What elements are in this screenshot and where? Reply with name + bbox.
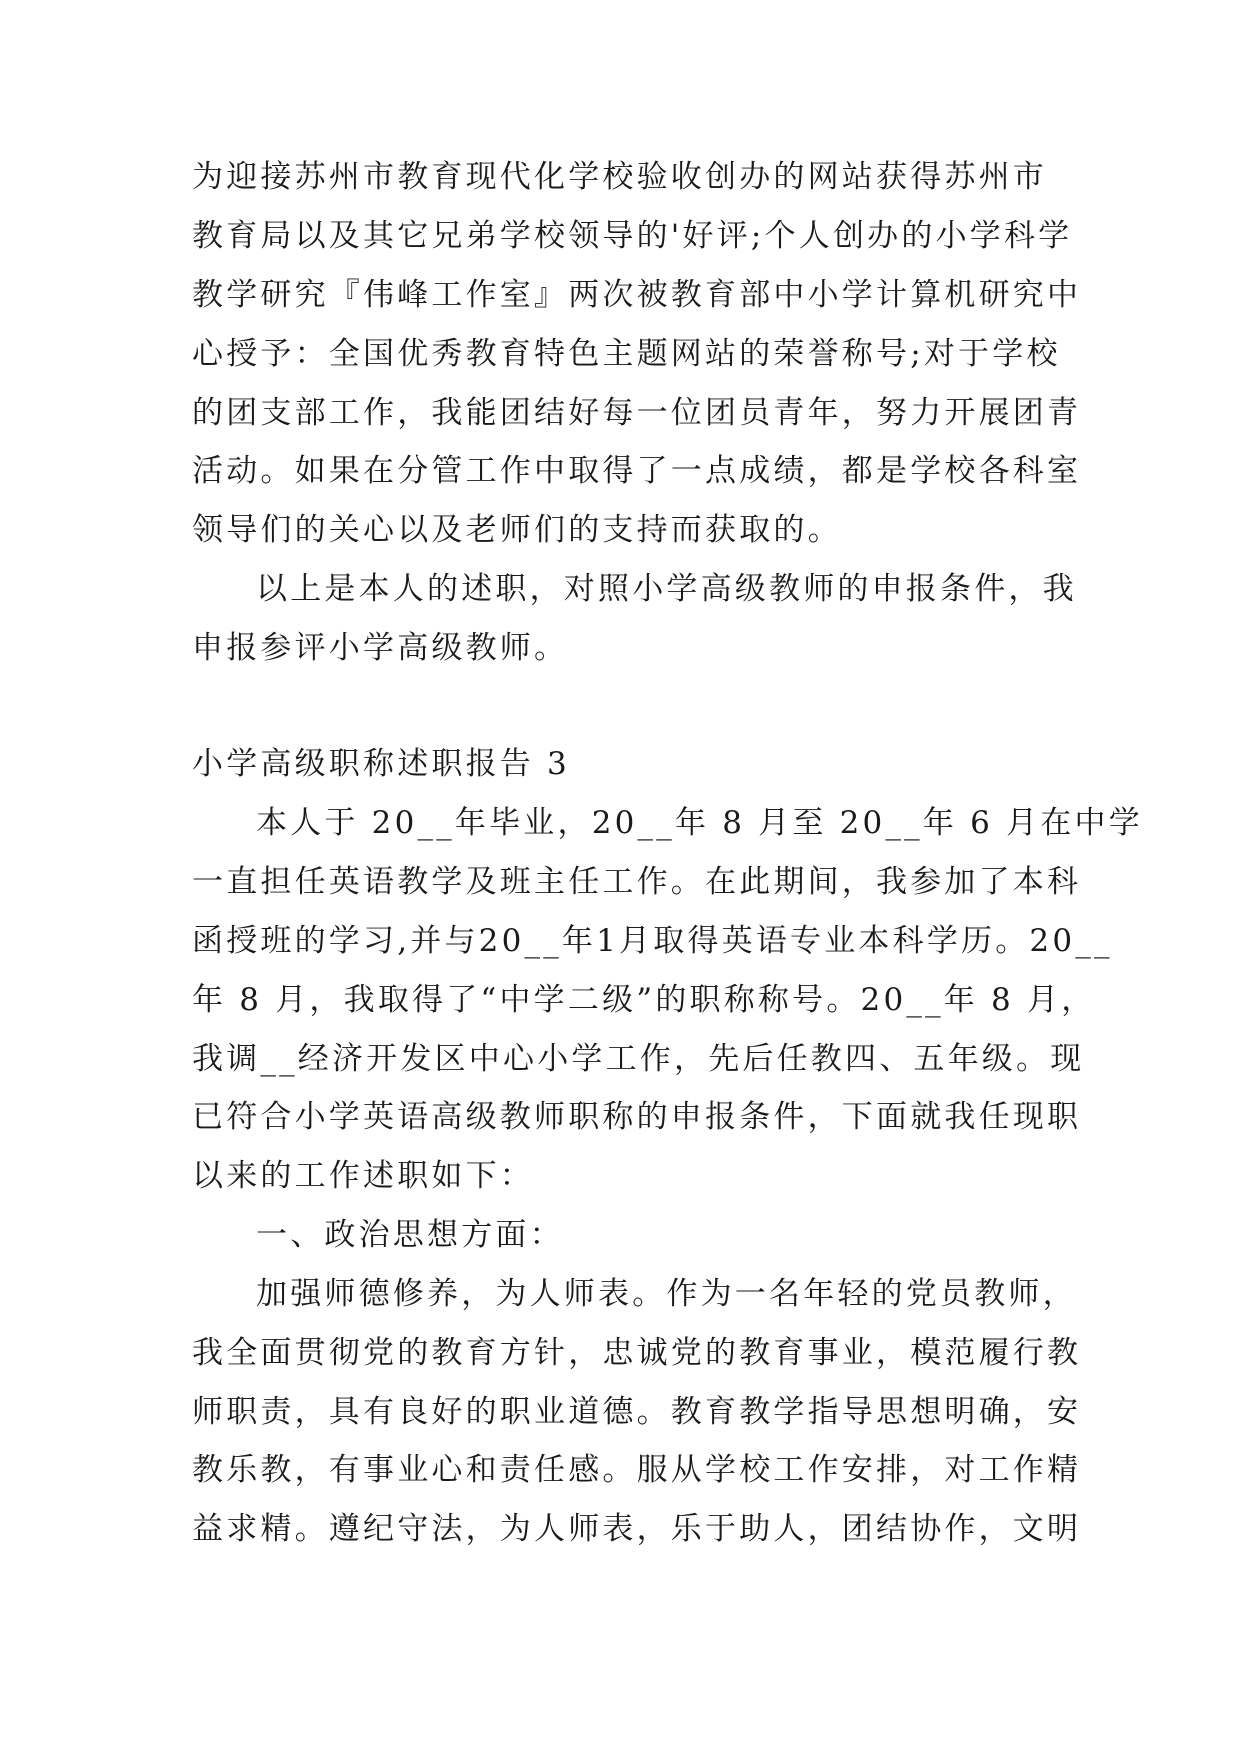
text-line: 我调__经济开发区中心小学工作，先后任教四、五年级。现: [192, 1041, 1085, 1077]
text-line: 领导们的关心以及老师们的支持而获取的。: [192, 512, 842, 548]
text-line: 一直担任英语教学及班主任工作。在此期间，我参加了本科: [192, 864, 1082, 900]
text-line: 活动。如果在分管工作中取得了一点成绩，都是学校各科室: [192, 453, 1082, 489]
text-line: 本人于 20__年毕业，20__年 8 月至 20__年 6 月在中学: [256, 805, 1143, 841]
text-line: 益求精。遵纪守法，为人师表，乐于助人，团结协作，文明: [192, 1511, 1082, 1547]
text-line: 我全面贯彻党的教育方针，忠诚党的教育事业，模范履行教: [192, 1335, 1082, 1371]
text-line: 教乐教，有事业心和责任感。服从学校工作安排，对工作精: [192, 1452, 1082, 1488]
text-line: 以来的工作述职如下：: [192, 1158, 534, 1194]
text-line: 已符合小学英语高级教师职称的申报条件，下面就我任现职: [192, 1099, 1082, 1135]
text-line: 函授班的学习,并与20__年1月取得英语专业本科学历。20__: [192, 923, 1113, 959]
text-line: 心授予：全国优秀教育特色主题网站的荣誉称号;对于学校: [192, 336, 1061, 372]
text-line: 加强师德修养，为人师表。作为一名年轻的党员教师，: [256, 1276, 1077, 1312]
text-line: 教学研究『伟峰工作室』两次被教育部中小学计算机研究中: [192, 277, 1082, 313]
text-line: 年 8 月，我取得了“中学二级”的职称称号。20__年 8 月，: [192, 982, 1096, 1018]
text-line: 教育局以及其它兄弟学校领导的'好评;个人创办的小学科学: [192, 218, 1073, 254]
text-line: 为迎接苏州市教育现代化学校验收创办的网站获得苏州市: [192, 159, 1047, 195]
text-line: 以上是本人的述职，对照小学高级教师的申报条件，我: [256, 571, 1077, 607]
section-heading: 小学高级职称述职报告 3: [192, 746, 570, 782]
text-line: 师职责，具有良好的职业道德。教育教学指导思想明确，安: [192, 1394, 1082, 1430]
subheading: 一、政治思想方面：: [256, 1217, 564, 1253]
text-line: 申报参评小学高级教师。: [192, 630, 569, 666]
text-line: 的团支部工作，我能团结好每一位团员青年，努力开展团青: [192, 395, 1082, 431]
